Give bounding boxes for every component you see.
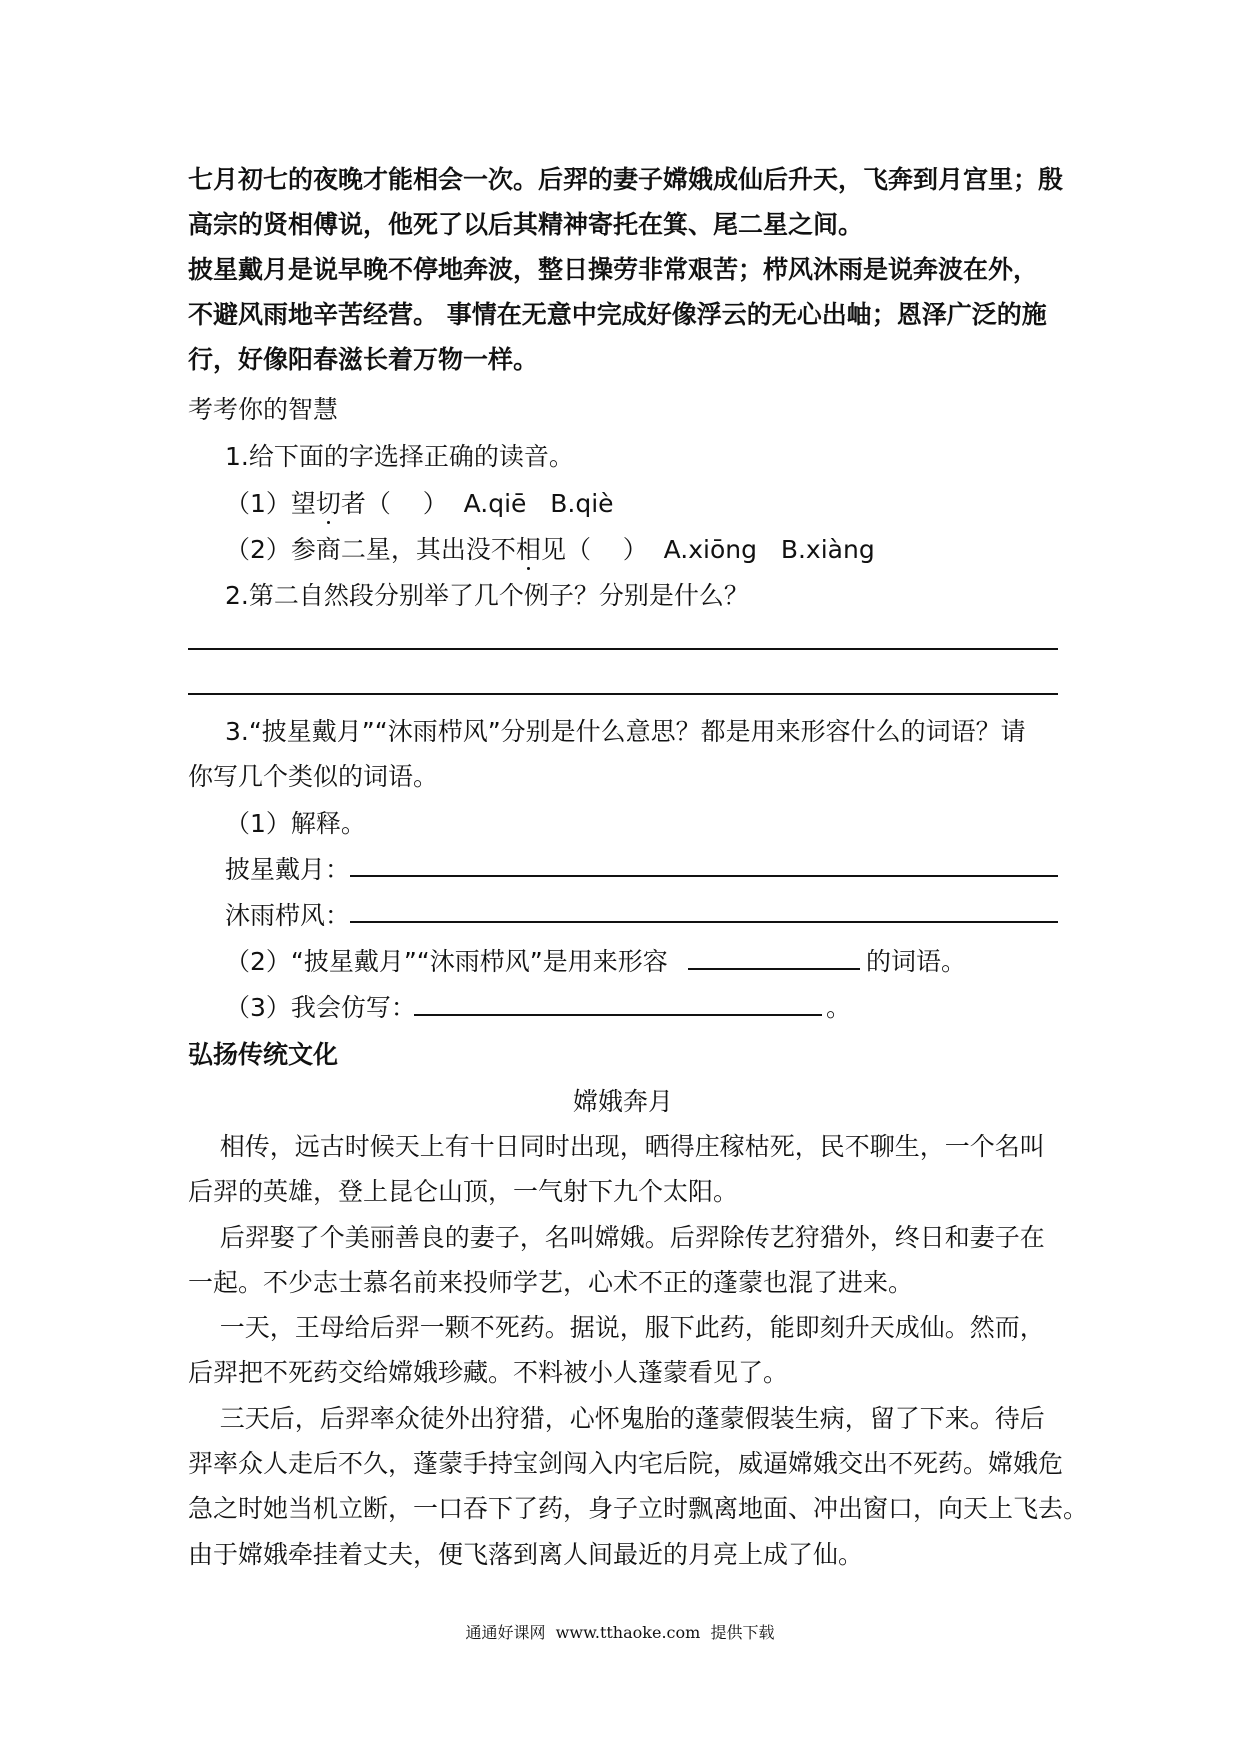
question-3-stem: 3.“披星戴月”“沐雨栉风”分别是什么意思？都是用来形容什么的词语？请 [225,717,1026,746]
answer-line[interactable] [350,921,1058,923]
passage-line: 高宗的贤相傅说，他死了以后其精神寄托在箕、尾二星之间。 [188,210,864,239]
answer-line[interactable] [350,875,1058,877]
question-1-stem: 1.给下面的字选择正确的读音。 [225,442,574,471]
q1-item1-options: 者（ ） A.qiē B.qiè [340,489,614,518]
passage-line: 七月初七的夜晚才能相会一次。后羿的妻子嫦娥成仙后升天，飞奔到月宫里；殷 [188,165,1064,194]
page-footer: 通通好课网 www.tthaoke.com 提供下载 [465,1623,775,1642]
passage-line: 披星戴月是说早晚不停地奔波，整日操劳非常艰苦；栉风沐雨是说奔波在外， [188,255,1039,284]
section-heading-quiz: 考考你的智慧 [188,395,339,424]
story-line: 后羿娶了个美丽善良的妻子，名叫嫦娥。后羿除传艺狩猎外，终日和妻子在 [188,1223,1045,1252]
question-1-item-2 [225,534,1095,566]
answer-line[interactable] [188,648,1058,650]
story-line: 一天，王母给后羿一颗不死药。据说，服下此药，能即刻升天成仙。然而， [188,1313,1045,1342]
answer-line[interactable] [414,1014,822,1016]
story-line: 相传，远古时候天上有十日同时出现，晒得庄稼枯死，民不聊生，一个名叫 [188,1132,1045,1161]
q1-item1-prefix: （1）望 [225,489,316,518]
question-2-stem: 2.第二自然段分别举了几个例子？分别是什么？ [225,581,749,610]
q1-item2-dotted-char: 相 [515,535,541,564]
term-label: 披星戴月： [225,855,351,884]
story-line: 急之时她当机立断，一口吞下了药，身子立时飘离地面、冲出窗口，向天上飞去。 [188,1494,1089,1523]
term-label: 沐雨栉风： [225,901,351,930]
section-heading-culture: 弘扬传统文化 [188,1040,339,1069]
answer-line[interactable] [688,968,860,970]
question-3-sub-2-prefix: （2）“披星戴月”“沐雨栉风”是用来形容 [225,947,668,976]
question-3-sub-1: （1）解释。 [225,809,366,838]
story-line: 三天后，后羿率众徒外出狩猎，心怀鬼胎的蓬蒙假装生病，留了下来。待后 [188,1404,1045,1433]
passage-line: 行，好像阳春滋长着万物一样。 [188,345,539,374]
q1-item1-dotted-char: 切 [315,489,341,518]
q1-item2-options: 见（ ） A.xiōng B.xiàng [540,535,875,564]
story-line: 由于嫦娥牵挂着丈夫，便飞落到离人间最近的月亮上成了仙。 [188,1540,864,1569]
question-1-item-1 [225,488,1095,520]
story-line: 后羿把不死药交给嫦娥珍藏。不料被小人蓬蒙看见了。 [188,1358,789,1387]
q1-item2-prefix: （2）参商二星，其出没不 [225,535,516,564]
answer-line[interactable] [188,693,1058,695]
story-line: 后羿的英雄，登上昆仑山顶，一气射下九个太阳。 [188,1177,739,1206]
story-line: 一起。不少志士慕名前来投师学艺，心术不正的蓬蒙也混了进来。 [188,1268,914,1297]
question-3-sub-2-suffix: 的词语。 [866,947,967,976]
question-3-sub-3-suffix: 。 [826,993,852,1022]
story-line: 羿率众人走后不久，蓬蒙手持宝剑闯入内宅后院，威逼嫦娥交出不死药。嫦娥危 [188,1449,1064,1478]
story-title: 嫦娥奔月 [572,1087,673,1116]
question-3-stem: 你写几个类似的词语。 [188,762,439,791]
passage-line: 不避风雨地辛苦经营。 事情在无意中完成好像浮云的无心出岫；恩泽广泛的施 [188,300,1047,329]
question-3-sub-3-prefix: （3）我会仿写： [225,993,416,1022]
